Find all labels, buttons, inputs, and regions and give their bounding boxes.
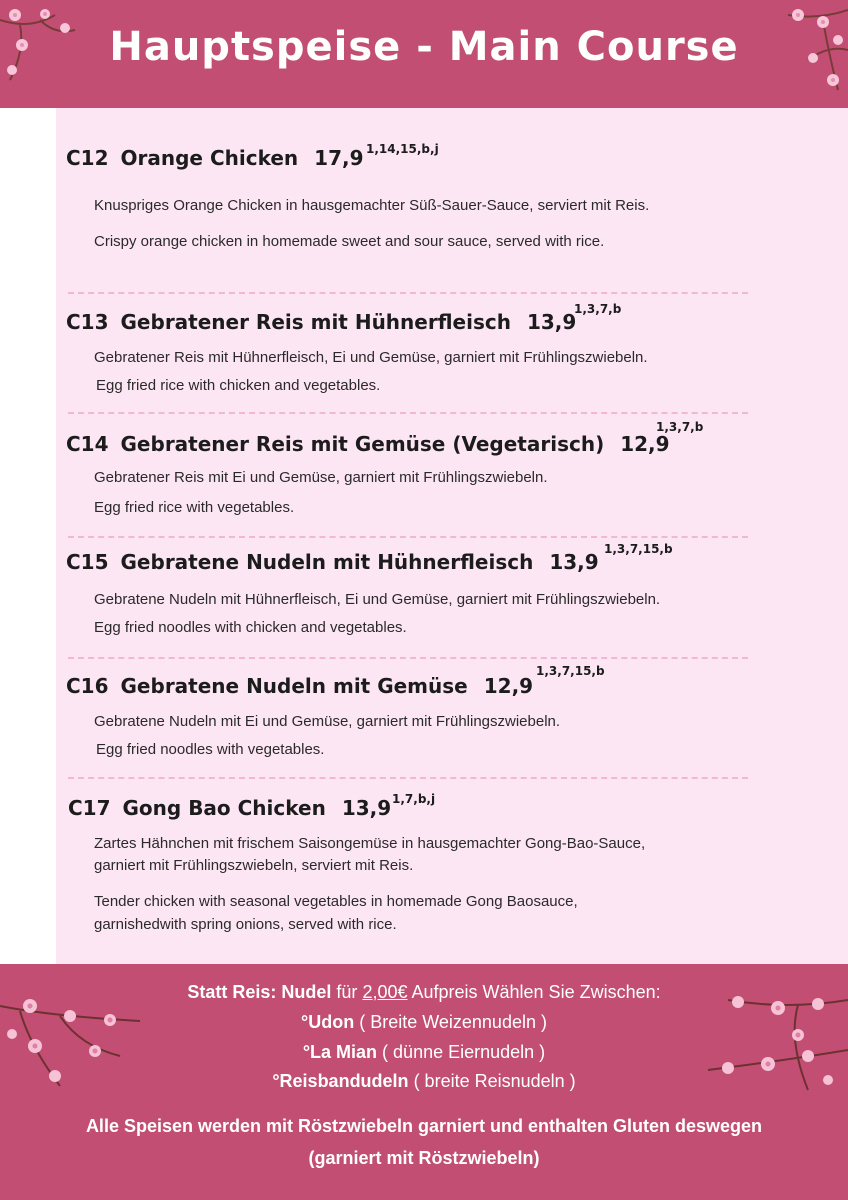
menu-item [66, 142, 766, 250]
menu-item [68, 792, 768, 933]
noodle-option-suffix: Aufpreis Wählen Sie Zwischen: [407, 982, 661, 1002]
item-name: Gebratene Nudeln mit Gemüse [120, 674, 468, 698]
divider [68, 292, 748, 294]
item-code: C13 [66, 310, 109, 334]
item-desc-de: Gebratener Reis mit Hühnerfleisch, Ei und Gemüse, garniert mit Frühlingszwiebeln. [94, 349, 648, 366]
item-code: C15 [66, 550, 109, 574]
item-title [66, 542, 766, 574]
menu-item [66, 302, 766, 394]
noodle-option-reisbandnudeln [0, 1071, 848, 1092]
item-title [68, 792, 768, 820]
page-footer [0, 964, 848, 1200]
item-name: Orange Chicken [120, 146, 299, 170]
divider [68, 536, 748, 538]
item-desc-de: garniert mit Frühlingszwiebeln, serviert mit Reis. [94, 857, 414, 874]
option-name: °La Mian [302, 1042, 378, 1062]
item-desc-de: Gebratene Nudeln mit Ei und Gemüse, garniert mit Frühlingszwiebeln. [94, 713, 561, 730]
noodle-option-connector: für [331, 982, 363, 1002]
noodle-option-text [0, 982, 848, 1003]
item-title [66, 142, 766, 170]
item-desc-en: Egg fried noodles with vegetables. [96, 741, 325, 758]
menu-item [66, 542, 766, 636]
footer-note-sub: (garniert mit Röstzwiebeln) [308, 1148, 540, 1168]
item-name: Gebratene Nudeln mit Hühnerfleisch [120, 550, 534, 574]
item-price: 12,9 [620, 432, 670, 456]
item-name: Gebratener Reis mit Gemüse (Vegetarisch) [120, 432, 605, 456]
item-price: 13,9 [341, 796, 392, 820]
page-title: Hauptspeise - Main Course [109, 24, 739, 70]
option-desc: ( Breite Weizennudeln ) [354, 1012, 547, 1032]
divider [68, 412, 748, 414]
option-name: °Udon [301, 1012, 355, 1032]
item-allergens: 1,3,7,15,b [604, 542, 673, 556]
item-price: 12,9 [483, 674, 534, 698]
noodle-option-heading: Statt Reis: Nudel [187, 982, 332, 1002]
item-name: Gong Bao Chicken [122, 796, 326, 820]
left-margin [0, 108, 56, 964]
item-code: C17 [68, 796, 111, 820]
item-desc-en: garnishedwith spring onions, served with rice. [94, 916, 397, 933]
item-allergens: 1,14,15,b,j [366, 142, 439, 156]
item-desc-en: Egg fried rice with chicken and vegetables. [96, 377, 381, 394]
item-allergens: 1,7,b,j [392, 792, 436, 806]
noodle-option-la-mian [0, 1042, 848, 1063]
divider [68, 777, 748, 779]
item-desc-en: Tender chicken with seasonal vegetables in homemade Gong Baosauce, [94, 893, 578, 910]
item-allergens: 1,3,7,b [574, 302, 622, 316]
item-desc-de: Zartes Hähnchen mit frischem Saisongemüse in hausgemachter Gong-Bao-Sauce, [94, 835, 646, 852]
footer-note: Alle Speisen werden mit Röstzwiebeln garniert und enthalten Gluten deswegen [85, 1116, 763, 1136]
item-name: Gebratener Reis mit Hühnerfleisch [120, 310, 511, 334]
item-price: 17,9 [314, 146, 364, 170]
item-desc-de: Gebratener Reis mit Ei und Gemüse, garniert mit Frühlingszwiebeln. [94, 469, 548, 486]
option-desc: ( breite Reisnudeln ) [408, 1071, 576, 1091]
noodle-surcharge: 2,00€ [362, 982, 408, 1002]
item-desc-en: Crispy orange chicken in homemade sweet and sour sauce, served with rice. [94, 233, 605, 250]
divider [68, 657, 748, 659]
page-header [0, 0, 848, 108]
item-allergens: 1,3,7,15,b [536, 664, 605, 678]
item-desc-en: Egg fried noodles with chicken and vegetables. [94, 619, 407, 636]
item-title [66, 302, 766, 334]
menu-item [66, 664, 766, 758]
menu-item [66, 420, 766, 516]
item-allergens: 1,3,7,b [656, 420, 704, 434]
item-code: C16 [66, 674, 109, 698]
item-title [66, 664, 766, 698]
option-desc: ( dünne Eiernudeln ) [377, 1042, 546, 1062]
item-price: 13,9 [549, 550, 599, 574]
noodle-option-udon [0, 1012, 848, 1033]
item-title [66, 420, 766, 456]
item-code: C14 [66, 432, 109, 456]
item-code: C12 [66, 146, 109, 170]
item-price: 13,9 [526, 310, 577, 334]
item-desc-de: Gebratene Nudeln mit Hühnerfleisch, Ei und Gemüse, garniert mit Frühlingszwiebeln. [94, 591, 661, 608]
option-name: °Reisbandudeln [272, 1071, 409, 1091]
item-desc-en: Egg fried rice with vegetables. [94, 499, 295, 516]
item-desc-de: Knuspriges Orange Chicken in hausgemachter Süß-Sauer-Sauce, serviert mit Reis. [94, 197, 650, 214]
